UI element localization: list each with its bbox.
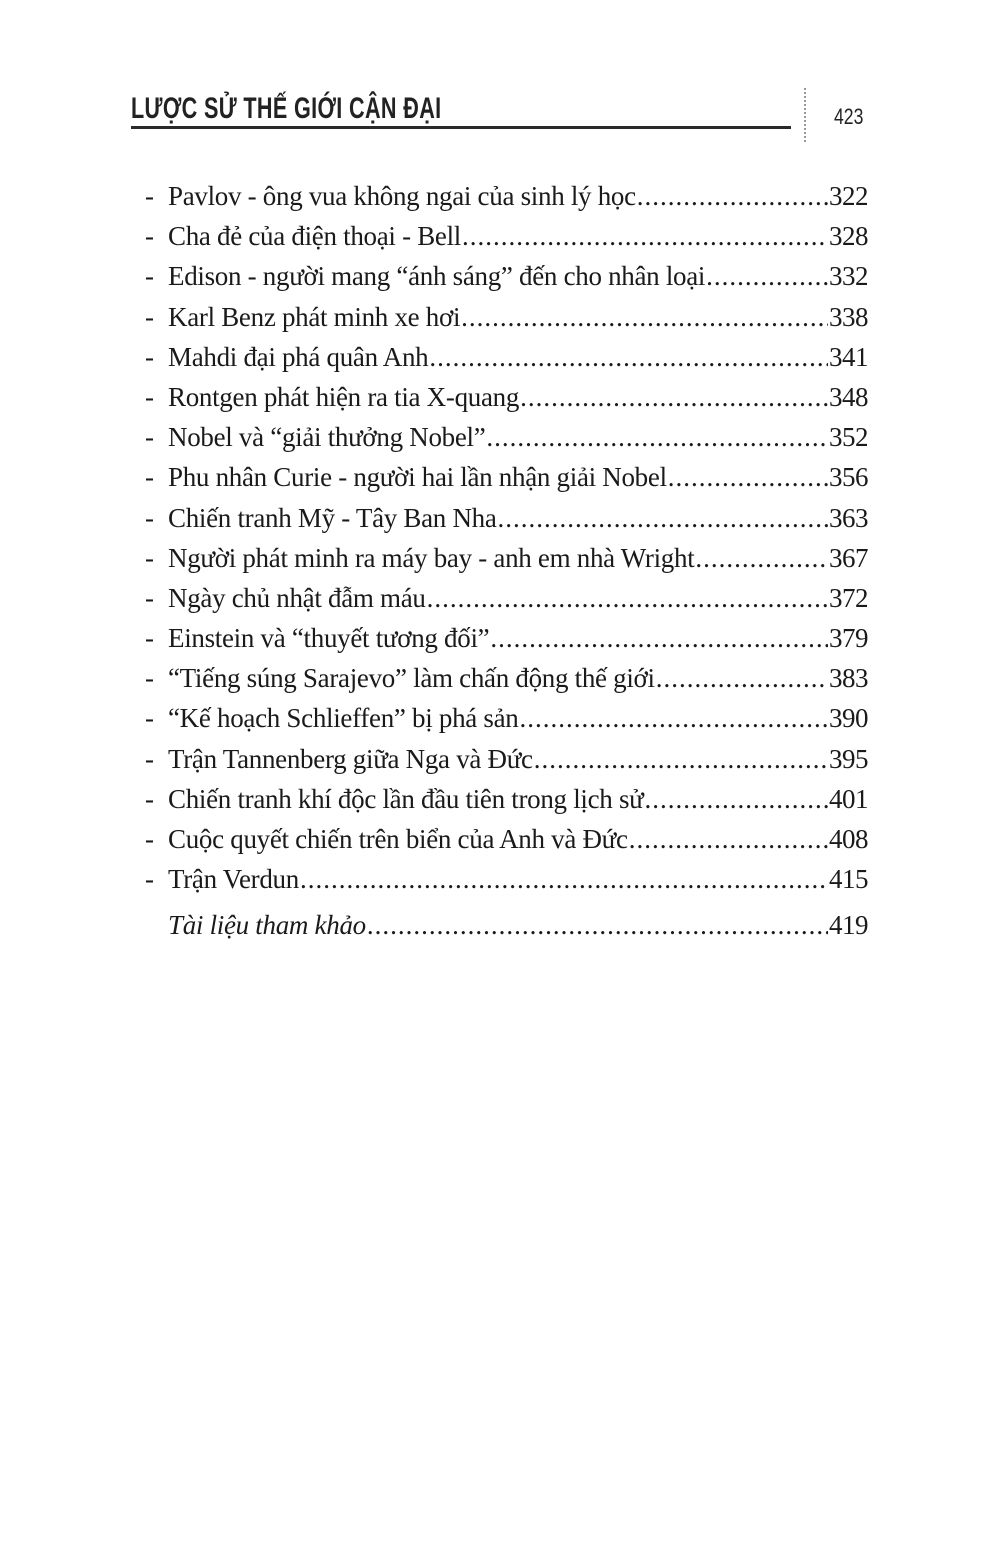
entry-dash: - (145, 824, 154, 854)
entry-title: Einstein và “thuyết tương đối” (168, 623, 490, 654)
entry-dash: - (145, 663, 154, 694)
entry-page: 332 (829, 261, 868, 292)
toc-entry[interactable] (145, 703, 868, 743)
dot-leader (367, 910, 828, 941)
entry-title: Tài liệu tham khảo (168, 910, 366, 941)
toc-entry[interactable] (145, 181, 868, 221)
entry-dash: - (145, 743, 154, 774)
entry-page: 328 (829, 221, 868, 252)
entry-page: 356 (829, 462, 868, 493)
entry-title: Ngày chủ nhật đẫm máu (168, 582, 426, 613)
entry-title: Nobel và “giải thưởng Nobel” (168, 422, 486, 453)
toc-entry[interactable] (145, 261, 868, 301)
entry-dash: - (145, 341, 154, 372)
entry-dash: - (145, 703, 154, 734)
toc-entry[interactable] (145, 221, 868, 261)
entry-dash: - (145, 542, 154, 573)
entry-page: 322 (829, 181, 868, 211)
entry-page: 395 (829, 743, 868, 774)
dot-leader (490, 623, 828, 654)
entry-page: 367 (829, 542, 868, 573)
entry-dash: - (145, 301, 154, 332)
dot-leader (668, 462, 828, 493)
entry-title: “Tiếng súng Sarajevo” làm chấn động thế giới (168, 663, 655, 694)
entry-title: Phu nhân Curie - người hai lần nhận giải Nobel (168, 462, 667, 493)
entry-dash: - (145, 422, 154, 453)
table-of-contents (145, 181, 868, 951)
entry-title: Edison - người mang “ánh sáng” đến cho nhân loại (168, 261, 706, 292)
dot-leader (462, 221, 828, 252)
dot-leader (695, 543, 828, 574)
entry-title: Trận Tannenberg giữa Nga và Đức (168, 743, 533, 774)
dot-leader (637, 181, 828, 212)
entry-title: Karl Benz phát minh xe hơi (168, 301, 461, 332)
toc-entry[interactable] (145, 784, 868, 824)
entry-page: 419 (829, 910, 868, 941)
toc-entry[interactable] (145, 382, 868, 422)
dot-leader (706, 261, 828, 292)
entry-page: 341 (829, 341, 868, 372)
entry-page: 338 (829, 301, 868, 332)
entry-title: Cuộc quyết chiến trên biển của Anh và Đức (168, 824, 628, 854)
entry-dash: - (145, 864, 154, 895)
entry-title: Chiến tranh khí độc lần đầu tiên trong lịch sử (168, 783, 644, 814)
entry-page: 352 (829, 422, 868, 453)
entry-title: “Kế hoạch Schlieffen” bị phá sản (168, 703, 519, 734)
toc-entry[interactable] (145, 503, 868, 543)
entry-page: 379 (829, 623, 868, 654)
page-number: 423 (834, 104, 864, 129)
entry-title: Mahdi đại phá quân Anh (168, 341, 429, 372)
dot-leader (429, 342, 828, 373)
entry-title: Pavlov - ông vua không ngai của sinh lý học (168, 181, 636, 211)
entry-dash: - (145, 462, 154, 493)
toc-entry[interactable] (145, 342, 868, 382)
header-separator (804, 88, 806, 142)
entry-page: 415 (829, 864, 868, 895)
entry-title: Cha đẻ của điện thoại - Bell (168, 221, 462, 252)
dot-leader (534, 744, 828, 775)
toc-entry[interactable] (145, 663, 868, 703)
dot-leader (644, 784, 828, 815)
toc-entry[interactable] (145, 543, 868, 583)
dot-leader (486, 422, 828, 453)
toc-entry-references[interactable] (145, 910, 868, 950)
toc-entry[interactable] (145, 744, 868, 784)
header-rule (131, 126, 791, 129)
toc-entry[interactable] (145, 583, 868, 623)
toc-entry[interactable] (145, 302, 868, 342)
entry-page: 390 (829, 703, 868, 734)
entry-dash: - (145, 261, 154, 292)
dot-leader (300, 864, 828, 895)
entry-dash: - (145, 623, 154, 654)
entry-dash: - (145, 582, 154, 613)
dot-leader (520, 382, 828, 413)
entry-dash: - (145, 221, 154, 252)
dot-leader (461, 302, 828, 333)
entry-page: 363 (829, 502, 868, 533)
entry-page: 348 (829, 381, 868, 412)
toc-entry[interactable] (145, 422, 868, 462)
entry-dash: - (145, 502, 154, 533)
entry-title: Trận Verdun (168, 864, 299, 895)
entry-page: 408 (829, 824, 868, 854)
entry-dash: - (145, 783, 154, 814)
entry-page: 401 (829, 783, 868, 814)
entry-page: 383 (829, 663, 868, 694)
entry-title: Chiến tranh Mỹ - Tây Ban Nha (168, 502, 497, 533)
dot-leader (629, 824, 828, 855)
entry-title: Người phát minh ra máy bay - anh em nhà Wright (168, 542, 695, 573)
entry-page: 372 (829, 582, 868, 613)
entry-dash: - (145, 381, 154, 412)
dot-leader (520, 703, 828, 734)
entry-title: Rontgen phát hiện ra tia X-quang (168, 381, 520, 412)
entry-dash: - (145, 181, 154, 211)
toc-entry[interactable] (145, 824, 868, 864)
toc-entry[interactable] (145, 864, 868, 904)
dot-leader (656, 663, 828, 694)
dot-leader (427, 583, 828, 614)
toc-entry[interactable] (145, 623, 868, 663)
dot-leader (498, 503, 828, 534)
running-header-title: LƯỢC SỬ THẾ GIỚI CẬN ĐẠI (131, 92, 442, 125)
toc-entry[interactable] (145, 462, 868, 502)
